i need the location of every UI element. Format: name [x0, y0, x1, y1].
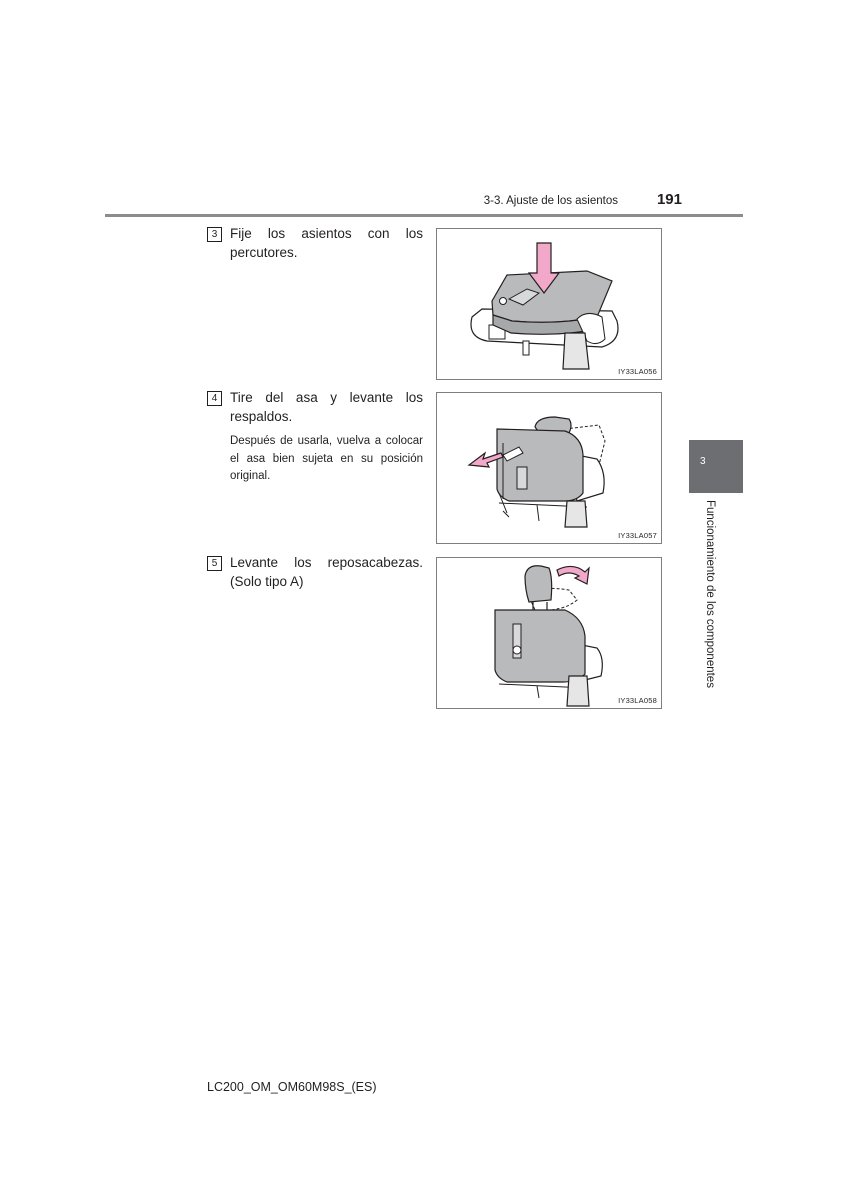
step-5	[207, 553, 423, 591]
chapter-title: Funcionamiento de los componentes	[704, 500, 716, 688]
step-instruction: Tire del asa y levante los respaldos.	[230, 390, 423, 424]
step-4	[207, 388, 423, 486]
figure-code: IY33LA057	[618, 531, 657, 540]
step-instruction: Levante los reposacabezas. (Solo tipo A)	[230, 555, 423, 589]
seat-fold-illustration	[437, 229, 661, 379]
figure-seat-cushion-lock	[436, 228, 662, 380]
step-number-box: 4	[207, 391, 222, 406]
headrest-raise-illustration	[437, 558, 661, 708]
section-title: 3-3. Ajuste de los asientos	[483, 195, 618, 207]
figure-code: IY33LA058	[618, 696, 657, 705]
step-3	[207, 224, 423, 262]
header-divider	[105, 214, 743, 217]
step-number-box: 3	[207, 227, 222, 242]
step-number-box: 5	[207, 556, 222, 571]
step-note: Después de usarla, vuelva a colocar el asa bien sujeta en su posición original.	[230, 435, 423, 482]
figure-raise-headrest	[436, 557, 662, 709]
page-number: 191	[656, 191, 682, 208]
chapter-tab[interactable]	[689, 440, 743, 493]
document-code: LC200_OM_OM60M98S_(ES)	[207, 1080, 377, 1094]
seatback-lift-illustration	[437, 393, 661, 543]
step-instruction: Fije los asientos con los percutores.	[230, 226, 423, 260]
figure-pull-handle	[436, 392, 662, 544]
figure-code: IY33LA056	[618, 367, 657, 376]
chapter-number: 3	[700, 456, 706, 467]
